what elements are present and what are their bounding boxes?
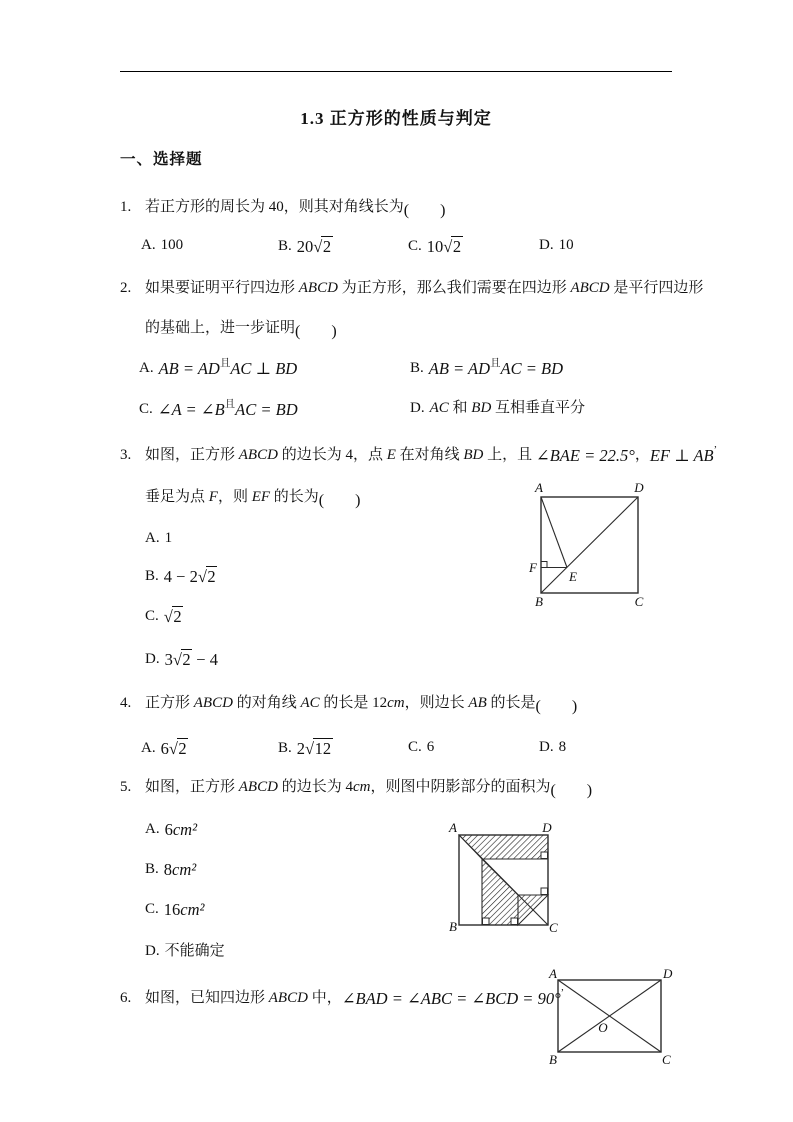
q2-option-d	[410, 398, 585, 418]
text-part: 16	[163, 900, 181, 919]
text-part: E	[386, 447, 396, 463]
text-part: ( )	[318, 492, 362, 509]
q3-option-d-label: D.	[145, 651, 160, 667]
question-5-text	[120, 776, 705, 798]
q1-option-c-value	[427, 238, 463, 254]
text-part: 在对角线	[395, 447, 464, 463]
q4-option-d	[539, 737, 566, 757]
q5-option-d-label: D.	[145, 943, 160, 959]
text-part: 6	[426, 739, 435, 755]
text-part: ∠A = ∠B	[157, 400, 225, 419]
text-part: ’	[713, 445, 718, 456]
text-part: ( )	[550, 782, 594, 799]
radical-sign: √	[172, 650, 182, 669]
q5-option-a-value	[165, 821, 197, 837]
q4-option-a-value	[161, 740, 189, 756]
q5-right-angle-mark-3	[541, 888, 548, 895]
radicand: 2	[182, 650, 191, 669]
text-part: 互相垂直平分	[491, 400, 586, 416]
q5-option-a-label: A.	[145, 821, 160, 837]
radicand: 2	[452, 237, 462, 256]
q3-option-c-value	[164, 608, 183, 624]
q3-segment-ae	[541, 497, 567, 568]
q3-option-d-value	[165, 651, 218, 667]
radicand: 12	[314, 739, 332, 758]
text-part: 且	[219, 358, 231, 369]
text-part: ABCD	[298, 280, 338, 296]
q3-label-d: D	[634, 480, 644, 495]
q5-label-c: C	[549, 920, 558, 935]
question-3-line-1	[145, 447, 717, 463]
q1-option-c-label: C.	[408, 238, 422, 254]
text-part	[313, 237, 332, 256]
question-3-number: 3.	[120, 447, 132, 463]
header-rule	[120, 71, 672, 72]
text-part: F	[208, 489, 218, 505]
text-part: ABCD	[268, 990, 308, 1006]
text-part	[198, 567, 217, 586]
radicand: 2	[207, 567, 216, 586]
text-part: ，则	[217, 489, 252, 505]
q3-option-b	[145, 565, 217, 586]
q1-option-b-value	[297, 238, 333, 254]
text-part: 的边长为 4	[277, 779, 353, 795]
text-part: 20	[296, 237, 314, 256]
text-part: ’	[560, 988, 565, 999]
text-part: 的长为	[270, 489, 319, 505]
question-6-number: 6.	[120, 990, 132, 1006]
text-part: 如图，已知四边形	[145, 990, 269, 1006]
q5-option-c-label: C.	[145, 901, 159, 917]
q4-option-b-label: B.	[278, 740, 292, 756]
text-part: ，	[634, 447, 650, 463]
q2-option-c-label: C.	[139, 401, 153, 417]
q3-label-e: E	[569, 569, 577, 584]
q1-option-d	[539, 235, 574, 255]
q6-label-b: B	[549, 1052, 557, 1067]
text-part: ABCD	[238, 447, 278, 463]
text-part: AC	[429, 400, 449, 416]
q3-diagonal-bd	[541, 497, 638, 593]
q5-option-b-value	[164, 861, 196, 877]
section-heading: 一、选择题	[120, 151, 203, 168]
text-part: 是平行四边形	[609, 280, 704, 296]
q4-option-c-value	[427, 739, 435, 755]
q2-option-b-value	[429, 360, 563, 376]
question-2-number: 2.	[120, 280, 132, 296]
text-part: 如图，正方形	[145, 779, 239, 795]
text-part: AB	[468, 695, 487, 711]
q5-label-b: B	[449, 919, 457, 934]
text-part: ( )	[295, 323, 338, 340]
q5-option-a	[145, 818, 197, 839]
text-part: ( )	[403, 202, 447, 219]
question-2-text	[120, 278, 705, 299]
text-part	[164, 607, 183, 626]
text-part: ∠BAE = 22.5°	[535, 446, 635, 465]
question-5-line-1	[145, 779, 594, 799]
text-part: 100	[160, 237, 184, 253]
q1-option-b-label: B.	[278, 238, 292, 254]
radical-sign: √	[313, 237, 323, 256]
radical-sign: √	[305, 739, 315, 758]
q4-option-c-label: C.	[408, 739, 422, 755]
question-1-text	[120, 196, 705, 218]
text-part: cm²	[172, 860, 197, 879]
text-part	[443, 237, 462, 256]
q5-option-c-value	[164, 901, 205, 917]
text-part: 的长是	[486, 695, 536, 711]
q1-option-c	[408, 235, 463, 256]
text-part: BD	[471, 400, 492, 416]
q3-option-b-value	[164, 568, 217, 584]
question-4-text	[120, 692, 705, 714]
text-part: 不能确定	[164, 943, 225, 959]
text-part	[173, 650, 192, 669]
text-part: 的长是 12	[319, 695, 388, 711]
text-part: 为正方形，那么我们需要在四边形	[337, 280, 571, 296]
q1-option-a	[141, 235, 183, 255]
text-part: cm²	[172, 820, 198, 839]
radical-sign: √	[163, 607, 173, 626]
text-part: 2	[296, 739, 306, 758]
question-4-line-1	[145, 695, 579, 715]
text-part: 6	[164, 820, 173, 839]
text-part: EF ⊥ AB	[649, 446, 714, 465]
text-part: 上，且	[483, 447, 536, 463]
radical-sign: √	[197, 567, 207, 586]
radicand: 2	[178, 739, 187, 758]
text-part: AC = BD	[500, 359, 563, 378]
text-part: 中，	[307, 990, 342, 1006]
question-1-line-1	[145, 199, 447, 219]
figure-q5-shaded-square	[445, 820, 565, 938]
text-part: 8	[558, 739, 567, 755]
q4-option-c	[408, 737, 434, 757]
q5-option-b-label: B.	[145, 861, 159, 877]
q5-label-a: A	[449, 820, 457, 835]
q3-label-c: C	[634, 594, 644, 609]
text-part: 如图，正方形	[145, 447, 239, 463]
radicand: 2	[173, 607, 182, 626]
text-part: 4 − 2	[163, 567, 198, 586]
text-part: 的基础上，进一步证明	[145, 320, 296, 336]
q3-label-a: A	[535, 480, 543, 495]
q4-option-b	[278, 737, 333, 758]
text-part	[169, 739, 188, 758]
q4-option-b-value	[297, 740, 333, 756]
page-title: 1.3 正方形的性质与判定	[300, 109, 492, 128]
q2-option-c	[139, 398, 298, 421]
q1-option-a-value	[161, 237, 184, 253]
q4-option-a	[141, 737, 188, 758]
question-6-line-1	[145, 990, 564, 1006]
q3-right-angle-mark-f	[541, 562, 547, 568]
q3-option-c-label: C.	[145, 608, 159, 624]
q6-label-a: A	[549, 966, 557, 981]
q6-label-c: C	[662, 1052, 671, 1067]
q2-option-c-value	[158, 401, 298, 417]
q1-option-d-value	[559, 237, 574, 253]
text-part: BD	[463, 447, 484, 463]
text-part: ABCD	[193, 695, 233, 711]
question-2-line-2	[145, 317, 705, 339]
q5-option-d	[145, 941, 225, 961]
text-part: 正方形	[145, 695, 194, 711]
q2-option-a	[139, 357, 297, 380]
radical-sign: √	[443, 237, 453, 256]
q5-right-angle-mark-1	[541, 852, 548, 859]
q5-right-angle-mark-4	[511, 918, 518, 925]
question-3-text	[120, 443, 718, 467]
text-part: cm	[387, 695, 405, 711]
q3-label-f: F	[529, 560, 537, 575]
q6-label-o: O	[598, 1020, 608, 1035]
q2-option-a-value	[159, 360, 298, 376]
q3-option-d	[145, 648, 218, 669]
question-2-line-1	[145, 280, 703, 296]
text-part: AC = BD	[235, 400, 298, 419]
text-part: ABCD	[238, 779, 278, 795]
text-part: AC	[300, 695, 320, 711]
text-part: ，则图中阴影部分的面积为	[370, 779, 551, 795]
text-part: − 4	[192, 650, 218, 669]
text-part: 6	[160, 739, 169, 758]
text-part: ABCD	[570, 280, 610, 296]
q4-option-d-value	[559, 739, 567, 755]
q4-option-a-label: A.	[141, 740, 156, 756]
text-part: AB = AD	[158, 359, 220, 378]
q1-option-b	[278, 235, 333, 256]
q1-option-d-label: D.	[539, 237, 554, 253]
q2-option-d-value	[430, 400, 585, 416]
q4-option-d-label: D.	[539, 739, 554, 755]
q3-option-a-value	[165, 530, 173, 546]
q3-option-b-label: B.	[145, 568, 159, 584]
text-part: 的对角线	[232, 695, 301, 711]
text-part	[305, 739, 333, 758]
text-part: 和	[448, 400, 472, 416]
text-part: 垂足为点	[145, 489, 209, 505]
q6-label-d: D	[663, 966, 673, 981]
q2-option-a-label: A.	[139, 360, 154, 376]
text-part: AC ⊥ BD	[230, 359, 298, 378]
q5-option-d-value	[165, 943, 225, 959]
text-part: 且	[490, 358, 501, 369]
text-part: ( )	[535, 698, 579, 715]
text-part: 如果要证明平行四边形	[145, 280, 299, 296]
text-part: cm	[352, 779, 371, 795]
q5-shaded-trapezoid-top	[459, 835, 548, 859]
q3-option-c	[145, 605, 183, 626]
text-part: ，则边长	[404, 695, 469, 711]
radical-sign: √	[168, 739, 178, 758]
q1-option-a-label: A.	[141, 237, 156, 253]
text-part: 1	[164, 530, 173, 546]
text-part: 且	[224, 399, 236, 410]
text-part: 8	[163, 860, 173, 879]
radicand: 2	[322, 237, 332, 256]
q5-shaded-region-middle	[482, 859, 518, 925]
text-part: cm²	[180, 900, 205, 919]
text-part: 3	[164, 650, 173, 669]
q3-option-a-label: A.	[145, 530, 160, 546]
figure-q3-square	[520, 475, 655, 615]
text-part: ∠BAD = ∠ABC = ∠BCD = 90°	[341, 989, 561, 1008]
q5-label-d: D	[542, 820, 552, 835]
q2-option-d-label: D.	[410, 400, 425, 416]
q2-option-b	[410, 357, 563, 380]
question-5-number: 5.	[120, 779, 132, 795]
text-part: EF	[251, 489, 271, 505]
text-part: 10	[558, 237, 574, 253]
q5-option-c	[145, 898, 204, 919]
question-4-number: 4.	[120, 695, 132, 711]
question-1-number: 1.	[120, 199, 132, 215]
figure-q6-rectangle	[540, 965, 690, 1070]
q3-option-a	[145, 528, 172, 548]
text-part: 的边长为 4，点	[277, 447, 387, 463]
q5-right-angle-mark-2	[483, 918, 490, 925]
q3-label-b: B	[535, 594, 543, 609]
text-part: 10	[426, 237, 444, 256]
text-part: AB = AD	[428, 359, 491, 378]
q2-option-b-label: B.	[410, 360, 424, 376]
text-part: 若正方形的周长为 40，则其对角线长为	[145, 199, 404, 215]
q5-option-b	[145, 858, 196, 879]
